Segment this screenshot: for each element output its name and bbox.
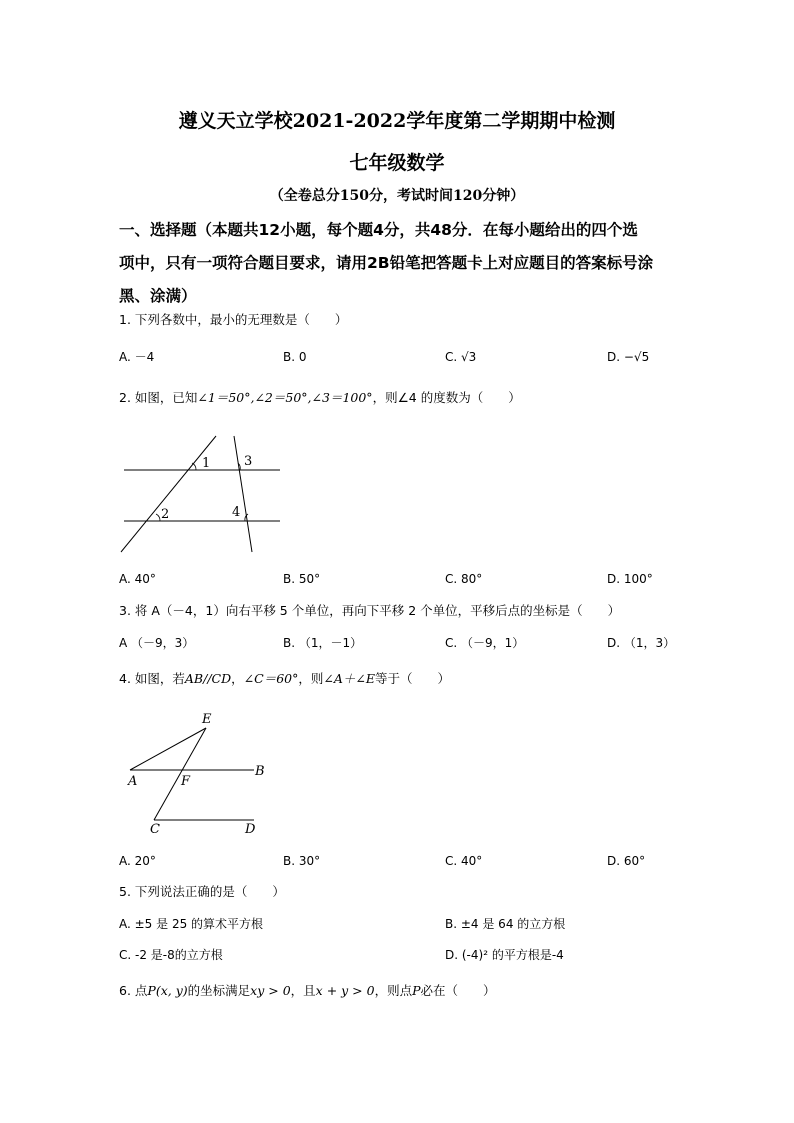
- q1-option-a: A. －4: [119, 350, 155, 364]
- q3-option-b: B. （1，－1）: [283, 636, 363, 650]
- q4-stem-mid2: ，则: [298, 671, 324, 686]
- q4-stem-math-3: ∠A＋∠E: [323, 671, 375, 686]
- q4-stem-post: 等于（ ）: [374, 671, 450, 686]
- q2-stem-math: ∠1＝50°,∠2＝50°,∠3＝100°: [197, 390, 373, 405]
- q3-option-a: A （－9，3）: [119, 636, 195, 650]
- q5-option-c: C. -2 是-8的立方根: [119, 948, 223, 962]
- section-heading-line3: 黑、涂满）: [119, 287, 197, 305]
- q2-label-3: 3: [244, 454, 253, 469]
- question-2-stem: [119, 389, 521, 407]
- q2-figure: [112, 432, 292, 562]
- q2-arc-2: [156, 514, 160, 521]
- q1-option-b: B. 0: [283, 350, 307, 364]
- q2-option-b: B. 50°: [283, 572, 321, 586]
- q2-option-c: C. 80°: [445, 572, 483, 586]
- exam-title: 遵义天立学校2021-2022学年度第二学期期中检测: [178, 110, 616, 132]
- q2-label-1: 1: [202, 456, 211, 471]
- q6-stem-post: 必在（ ）: [420, 983, 496, 998]
- q2-option-d: D. 100°: [607, 572, 653, 586]
- q5-option-d: D. (-4)² 的平方根是-4: [445, 948, 564, 962]
- question-1-stem: 1. 下列各数中，最小的无理数是（ ）: [119, 312, 348, 327]
- q4-option-c: C. 40°: [445, 854, 483, 868]
- section-heading-line1: 一、选择题（本题共12小题，每个题4分，共48分．在每小题给出的四个选: [119, 221, 638, 239]
- q6-stem-mid3: ，则点: [374, 983, 413, 998]
- q4-option-d: D. 60°: [607, 854, 646, 868]
- q6-stem-mid: 的坐标满足: [187, 983, 251, 998]
- q4-label-d: D: [245, 822, 256, 837]
- q2-stem-post: ，则∠4 的度数为（ ）: [372, 390, 521, 405]
- q4-label-e: E: [202, 712, 212, 727]
- q6-stem-math-2: xy > 0: [250, 983, 291, 998]
- q3-option-c: C. （－9，1）: [445, 636, 525, 650]
- question-3-stem: 3. 将 A（－4，1）向右平移 5 个单位，再向下平移 2 个单位，平移后点的坐标是（ ）: [119, 603, 621, 618]
- question-5-stem: 5. 下列说法正确的是（ ）: [119, 884, 285, 899]
- q6-stem-pre: 6. 点: [119, 983, 148, 998]
- q4-option-b: B. 30°: [283, 854, 321, 868]
- q6-stem-math-1: P(x, y): [147, 983, 188, 998]
- q2-label-4: 4: [232, 505, 241, 520]
- q1-option-c: C. √3: [445, 350, 477, 364]
- q2-option-a: A. 40°: [119, 572, 156, 586]
- q4-label-c: C: [150, 822, 160, 837]
- q6-stem-mid2: ，且: [290, 983, 316, 998]
- q4-stem-pre: 4. 如图，若: [119, 671, 185, 686]
- q2-label-2: 2: [161, 507, 170, 522]
- q4-option-a: A. 20°: [119, 854, 156, 868]
- q2-stem-pre: 2. 如图，已知: [119, 390, 198, 405]
- section-heading-line2: 项中，只有一项符合题目要求，请用2B铅笔把答题卡上对应题目的答案标号涂: [119, 254, 654, 272]
- q4-label-a: A: [128, 774, 138, 789]
- q4-stem-math-1: AB//CD: [184, 671, 232, 686]
- q4-stem-mid: ，: [231, 671, 244, 686]
- q4-figure: [122, 708, 272, 840]
- q4-stem-math-2: ∠C＝60°: [243, 671, 299, 686]
- q2-transversal-left: [121, 436, 216, 552]
- q6-stem-math-3: x + y > 0: [315, 983, 375, 998]
- exam-subtitle: 七年级数学: [349, 152, 445, 174]
- q1-option-d: D. −√5: [607, 350, 650, 364]
- q5-option-a: A. ±5 是 25 的算术平方根: [119, 917, 264, 931]
- q4-label-f: F: [181, 774, 191, 789]
- question-6-stem: [119, 982, 496, 1000]
- q6-stem-math-4: P: [412, 983, 421, 998]
- q3-option-d: D. （1，3）: [607, 636, 676, 650]
- q5-option-b: B. ±4 是 64 的立方根: [445, 917, 566, 931]
- exam-note: （全卷总分150分，考试时间120分钟）: [269, 188, 525, 204]
- question-4-stem: [119, 670, 450, 688]
- q4-label-b: B: [255, 764, 265, 779]
